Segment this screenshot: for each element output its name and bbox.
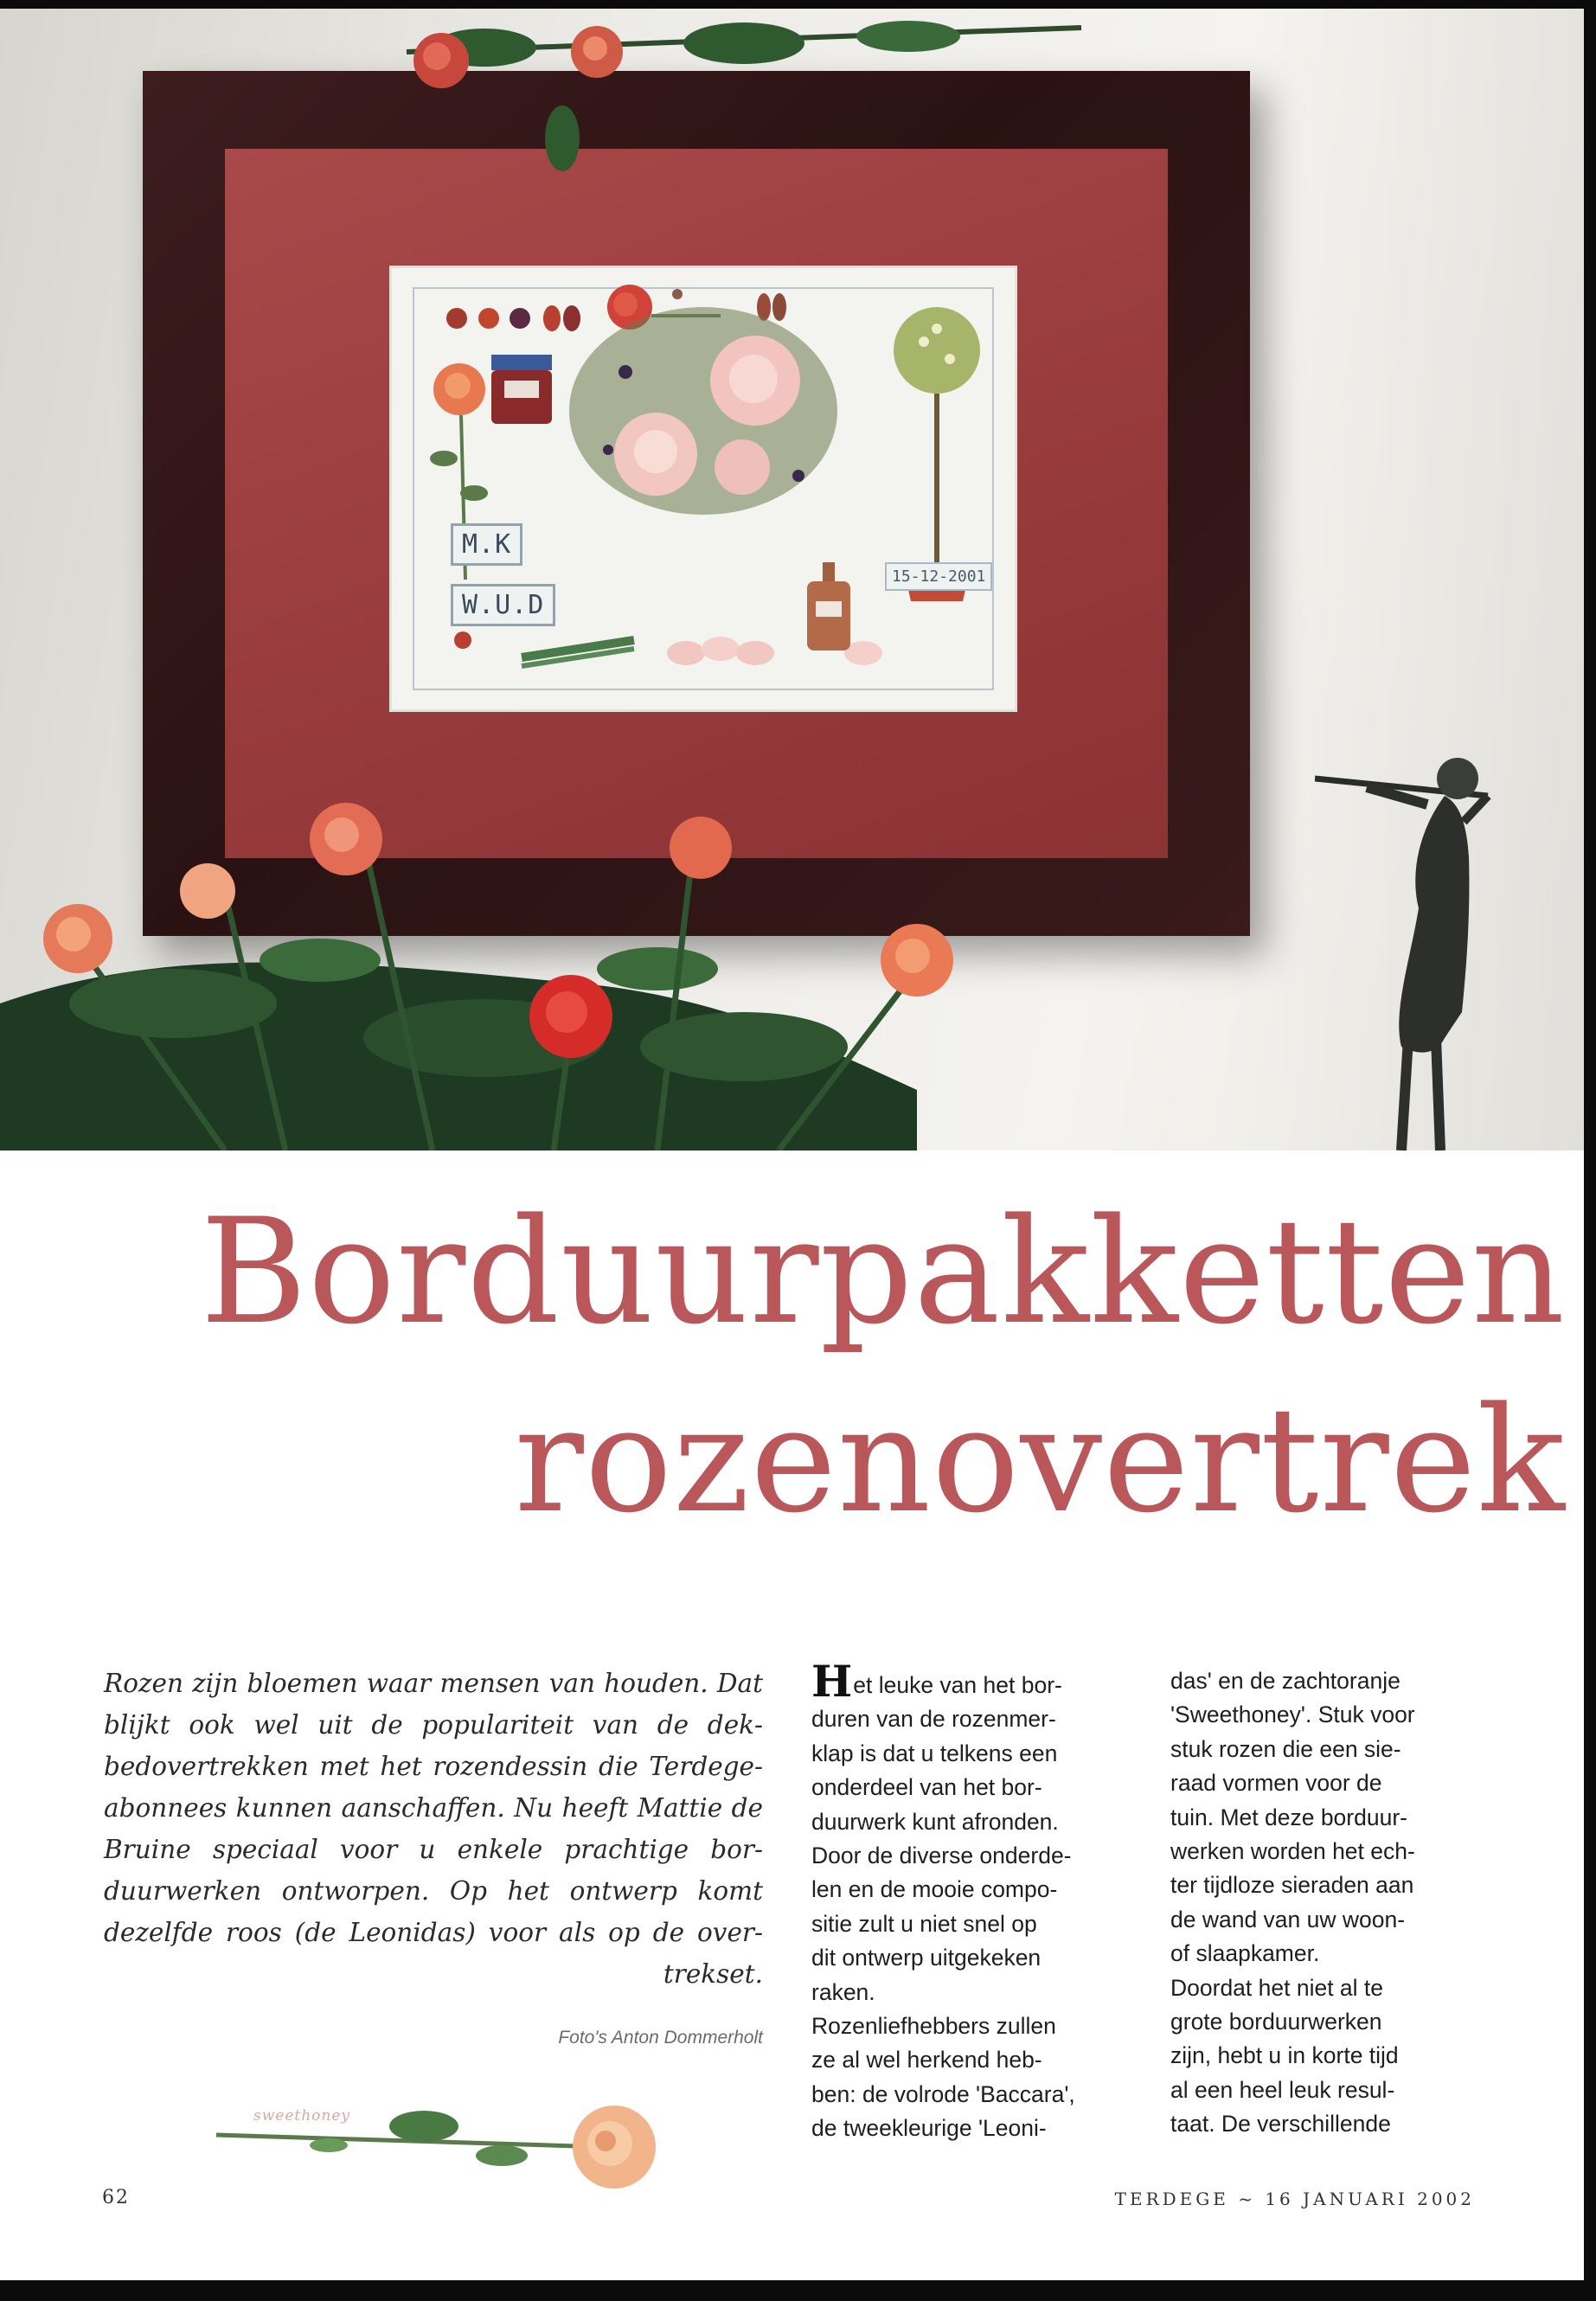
body-line: onderdeel van het bor- — [811, 1774, 1042, 1801]
body-line: grote borduurwerken — [1170, 2009, 1382, 2035]
bottom-rose-bouquet-icon — [0, 803, 953, 1150]
stitched-initials-1: M.K — [451, 523, 522, 566]
body-line: ter tijdloze sieraden aan — [1170, 1872, 1414, 1899]
body-line: duurwerk kunt afronden. — [811, 1808, 1059, 1835]
hero-photo — [0, 9, 1584, 1150]
body-line: stuk rozen die een sie- — [1170, 1735, 1401, 1762]
body-line: tuin. Met deze borduur- — [1170, 1804, 1407, 1830]
body-line: ze al wel herkend heb- — [811, 2047, 1042, 2073]
publication-footer: TERDEGE ~ 16 JANUARI 2002 — [1114, 2189, 1475, 2209]
flute-player-statue-icon — [1315, 753, 1514, 1150]
body-line: de wand van uw woon- — [1170, 1906, 1406, 1932]
rose-variety-label: sweethoney — [253, 2107, 351, 2125]
body-line: Doordat het niet al te — [1170, 1974, 1384, 2001]
body-line: raad vormen voor de — [1170, 1770, 1382, 1797]
body-column-2 — [1170, 1664, 1482, 2142]
top-rose-garland-icon — [407, 21, 1081, 171]
body-line: raken. — [811, 1978, 875, 2005]
body-line: len en de mooie compo- — [811, 1876, 1058, 1903]
page-number: 62 — [102, 2187, 130, 2208]
body-line: duren van de rozenmer- — [811, 1706, 1056, 1733]
article-intro: Rozen zijn bloemen waar mensen van houden. Dat blijkt ook wel uit de populariteit van de dekbedovertrekken met het rozendessin die Terdegeabonnees kunnen aanschaffen. Nu heeft Mattie de Bruine speciaal voor u enkele prachtige borduurwerken ontworpen. Op het ontwerp komt dezelfde roos (de Leonidas) voor als op de overtrekset. — [104, 1669, 763, 1989]
body-column-1 — [811, 1656, 1114, 2146]
body-line: sitie zult u niet snel op — [811, 1910, 1037, 1937]
body-line: ben: de volrode 'Baccara', — [811, 2080, 1075, 2107]
body-line: taat. De verschillende — [1170, 2111, 1391, 2138]
body-line: klap is dat u telkens een — [811, 1740, 1058, 1766]
body-line: Door de diverse onderde- — [811, 1843, 1072, 1869]
body-line: Het leuke van het bor- — [811, 1656, 1062, 1707]
stitched-date: 15-12-2001 — [885, 562, 992, 591]
article-title-line-2: rozenovertrek — [514, 1375, 1566, 1545]
body-line: zijn, hebt u in korte tijd — [1170, 2042, 1399, 2069]
body-line: de tweekleurige 'Leoni- — [811, 2115, 1047, 2142]
body-line: Rozenliefhebbers zullen — [811, 2013, 1056, 2040]
drop-cap: H — [811, 1656, 853, 1707]
photo-credit: Foto's Anton Dommerholt — [558, 2028, 763, 2048]
stitched-initials-2: W.U.D — [451, 584, 555, 626]
body-line: das' en de zachtoranje — [1170, 1668, 1401, 1694]
body-line: of slaapkamer. — [1170, 1940, 1320, 1967]
body-line: werken worden het ech- — [1170, 1838, 1415, 1865]
article-title-line-1: Borduurpakketten — [200, 1187, 1566, 1356]
body-line: 'Sweethoney'. Stuk voor — [1170, 1702, 1415, 1728]
body-line: al een heel leuk resul- — [1170, 2076, 1395, 2103]
body-line: dit ontwerp uitgekeken — [811, 1945, 1042, 1971]
